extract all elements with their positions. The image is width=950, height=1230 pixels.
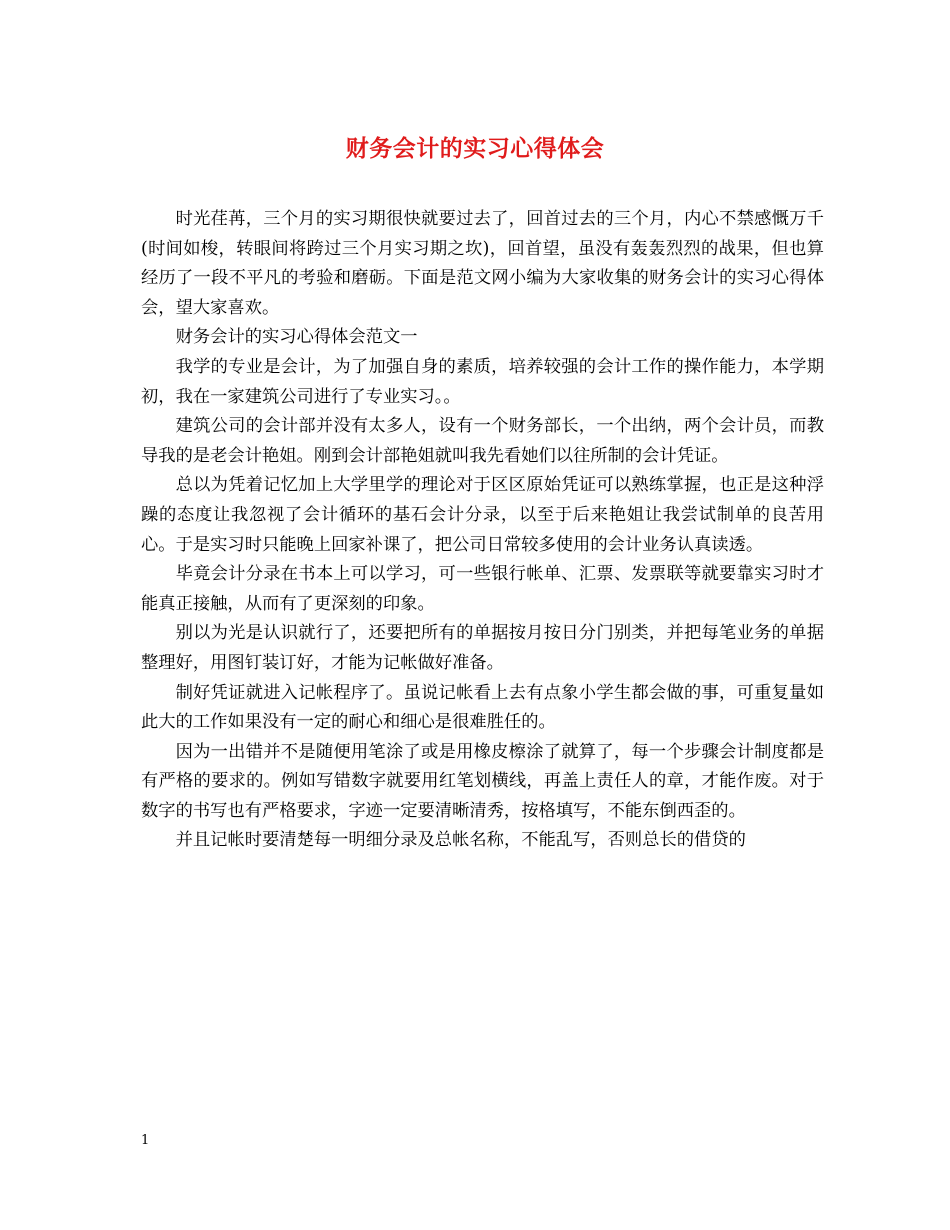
paragraph: 因为一出错并不是随便用笔涂了或是用橡皮檫涂了就算了，每一个步骤会计制度都是有严格的要求的。例如写错数字就要用红笔划横线，再盖上责任人的章，才能作废。对于数字的书写也有严格要求，字迹一定要清晰清秀，按格填写，不能东倒西歪的。 — [141, 741, 824, 821]
page-number: 1 — [141, 1133, 150, 1148]
paragraph: 制好凭证就进入记帐程序了。虽说记帐看上去有点象小学生都会做的事，可重复量如此大的工作如果没有一定的耐心和细心是很难胜任的。 — [141, 682, 824, 733]
paragraph: 建筑公司的会计部并没有太多人，设有一个财务部长，一个出纳，两个会计员，而教导我的是老会计艳姐。刚到会计部艳姐就叫我先看她们以往所制的会计凭证。 — [141, 416, 824, 466]
paragraph: 财务会计的实习心得体会范文一 — [175, 327, 418, 348]
document-body — [141, 205, 824, 856]
paragraph: 总以为凭着记忆加上大学里学的理论对于区区原始凭证可以熟练掌握，也正是这种浮躁的态度让我忽视了会计循环的基石会计分录，以至于后来艳姐让我尝试制单的良苦用心。于是实习时只能晚上回家补课了，把公司日常较多使用的会计业务认真读透。 — [141, 475, 824, 555]
paragraph: 毕竟会计分录在书本上可以学习，可一些银行帐单、汇票、发票联等就要靠实习时才能真正接触，从而有了更深刻的印象。 — [141, 564, 824, 614]
paragraph: 别以为光是认识就行了，还要把所有的单据按月按日分门别类，并把每笔业务的单据整理好，用图钉装订好，才能为记帐做好准备。 — [141, 623, 824, 673]
document-title: 财务会计的实习心得体会 — [345, 135, 605, 162]
paragraph: 我学的专业是会计，为了加强自身的素质，培养较强的会计工作的操作能力，本学期初，我在一家建筑公司进行了专业实习。。 — [141, 356, 824, 407]
paragraph: 并且记帐时要清楚每一明细分录及总帐名称，不能乱写，否则总长的借贷的 — [175, 830, 746, 851]
paragraph: 时光荏苒，三个月的实习期很快就要过去了，回首过去的三个月，内心不禁感慨万千(时间如梭，转眼间将跨过三个月实习期之坎)，回首望，虽没有轰轰烈烈的战果，但也算经历了一段不平凡的考验和磨砺。下面是范文网小编为大家收集的财务会计的实习心得体会，望大家喜欢。 — [141, 209, 824, 318]
